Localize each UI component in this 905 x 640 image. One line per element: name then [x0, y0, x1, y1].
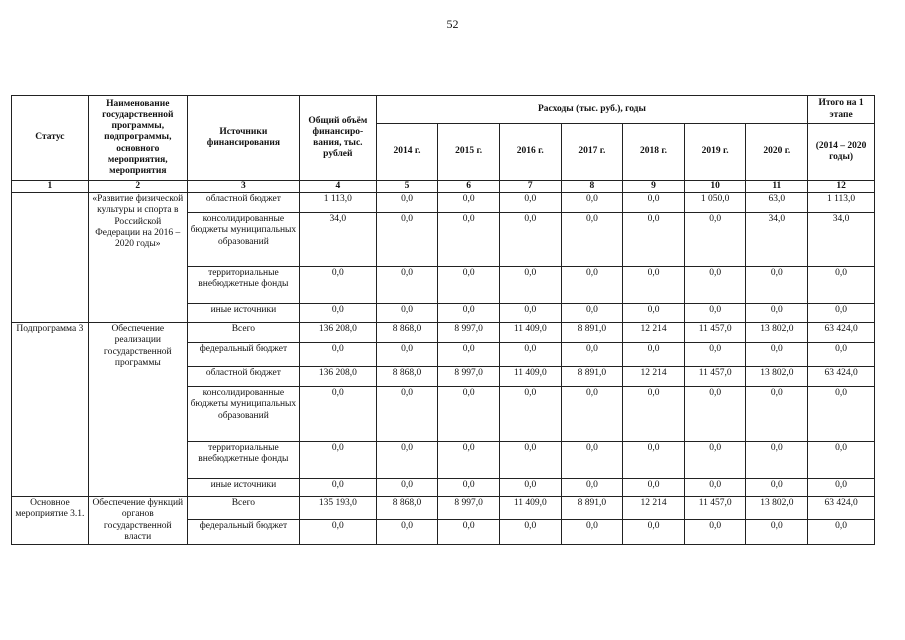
status-cell: Основное мероприятие 3.1. — [12, 497, 89, 545]
year-amount-cell: 11 457,0 — [684, 323, 746, 343]
year-amount-cell: 0,0 — [561, 519, 623, 544]
table-row — [12, 497, 875, 520]
column-number: 6 — [438, 181, 500, 193]
year-amount-cell: 63,0 — [746, 193, 808, 213]
year-amount-cell: 0,0 — [623, 193, 685, 213]
page-number: 52 — [446, 17, 459, 31]
column-number: 7 — [499, 181, 561, 193]
year-amount-cell: 0,0 — [499, 193, 561, 213]
year-amount-cell: 0,0 — [623, 213, 685, 267]
stage-total-cell: 0,0 — [808, 442, 875, 479]
stage-total-cell: 0,0 — [808, 343, 875, 367]
table-body — [12, 181, 875, 545]
year-amount-cell: 0,0 — [746, 387, 808, 442]
stage-total-cell: 0,0 — [808, 304, 875, 323]
year-amount-cell: 0,0 — [376, 479, 438, 497]
year-amount-cell: 0,0 — [746, 519, 808, 544]
column-number: 5 — [376, 181, 438, 193]
column-number: 4 — [299, 181, 376, 193]
year-amount-cell: 0,0 — [499, 267, 561, 304]
column-number: 1 — [12, 181, 89, 193]
year-amount-cell: 0,0 — [561, 387, 623, 442]
header-year-2014: 2014 г. — [376, 124, 438, 181]
year-amount-cell: 0,0 — [684, 267, 746, 304]
year-amount-cell: 8 997,0 — [438, 323, 500, 343]
source-cell: территориальные внебюджетные фонды — [187, 267, 299, 304]
year-amount-cell: 0,0 — [684, 343, 746, 367]
header-year-2017: 2017 г. — [561, 124, 623, 181]
total-amount-cell: 135 193,0 — [299, 497, 376, 520]
source-cell: территориальные внебюджетные фонды — [187, 442, 299, 479]
year-amount-cell: 0,0 — [561, 193, 623, 213]
year-amount-cell: 8 891,0 — [561, 323, 623, 343]
year-amount-cell: 12 214 — [623, 323, 685, 343]
year-amount-cell: 11 457,0 — [684, 497, 746, 520]
table-row — [12, 193, 875, 213]
year-amount-cell: 0,0 — [438, 343, 500, 367]
source-cell: консолидированные бюджеты муниципальных образований — [187, 387, 299, 442]
year-amount-cell: 0,0 — [561, 479, 623, 497]
year-amount-cell: 0,0 — [623, 267, 685, 304]
year-amount-cell: 8 891,0 — [561, 367, 623, 387]
column-number: 10 — [684, 181, 746, 193]
header-sources: Источники финансирования — [187, 96, 299, 181]
total-amount-cell: 136 208,0 — [299, 323, 376, 343]
header-year-2015: 2015 г. — [438, 124, 500, 181]
year-amount-cell: 8 997,0 — [438, 497, 500, 520]
year-amount-cell: 11 409,0 — [499, 497, 561, 520]
program-name-cell: «Развитие физической культуры и спорта в Российской Федерации на 2016 – 2020 годы» — [88, 193, 187, 323]
year-amount-cell: 0,0 — [561, 304, 623, 323]
year-amount-cell: 0,0 — [499, 213, 561, 267]
table-header — [12, 96, 875, 181]
total-amount-cell: 0,0 — [299, 343, 376, 367]
year-amount-cell: 0,0 — [376, 343, 438, 367]
year-amount-cell: 0,0 — [561, 213, 623, 267]
year-amount-cell: 0,0 — [746, 442, 808, 479]
year-amount-cell: 13 802,0 — [746, 323, 808, 343]
year-amount-cell: 11 409,0 — [499, 323, 561, 343]
source-cell: областной бюджет — [187, 193, 299, 213]
source-cell: федеральный бюджет — [187, 343, 299, 367]
year-amount-cell: 0,0 — [376, 304, 438, 323]
year-amount-cell: 0,0 — [499, 479, 561, 497]
column-numbers-row — [12, 181, 875, 193]
year-amount-cell: 0,0 — [499, 519, 561, 544]
year-amount-cell: 0,0 — [438, 193, 500, 213]
year-amount-cell: 0,0 — [623, 304, 685, 323]
program-name-cell: Обеспечение реализации государственной программы — [88, 323, 187, 497]
total-amount-cell: 136 208,0 — [299, 367, 376, 387]
year-amount-cell: 0,0 — [438, 304, 500, 323]
year-amount-cell: 0,0 — [561, 442, 623, 479]
year-amount-cell: 12 214 — [623, 497, 685, 520]
status-cell: Подпрограмма 3 — [12, 323, 89, 497]
header-year-2018: 2018 г. — [623, 124, 685, 181]
stage-total-cell: 0,0 — [808, 519, 875, 544]
year-amount-cell: 0,0 — [438, 387, 500, 442]
stage-total-cell: 34,0 — [808, 213, 875, 267]
column-number: 3 — [187, 181, 299, 193]
header-expenses: Расходы (тыс. руб.), годы — [376, 96, 807, 124]
source-cell: иные источники — [187, 479, 299, 497]
total-amount-cell: 0,0 — [299, 387, 376, 442]
year-amount-cell: 0,0 — [438, 267, 500, 304]
year-amount-cell: 13 802,0 — [746, 497, 808, 520]
stage-total-cell: 63 424,0 — [808, 497, 875, 520]
year-amount-cell: 0,0 — [438, 479, 500, 497]
year-amount-cell: 1 050,0 — [684, 193, 746, 213]
year-amount-cell: 8 868,0 — [376, 367, 438, 387]
year-amount-cell: 0,0 — [684, 479, 746, 497]
year-amount-cell: 0,0 — [623, 519, 685, 544]
year-amount-cell: 0,0 — [438, 213, 500, 267]
year-amount-cell: 0,0 — [438, 442, 500, 479]
year-amount-cell: 0,0 — [376, 519, 438, 544]
year-amount-cell: 11 457,0 — [684, 367, 746, 387]
stage-total-cell: 63 424,0 — [808, 323, 875, 343]
year-amount-cell: 0,0 — [684, 519, 746, 544]
year-amount-cell: 0,0 — [623, 442, 685, 479]
year-amount-cell: 0,0 — [438, 519, 500, 544]
column-number: 8 — [561, 181, 623, 193]
column-number: 11 — [746, 181, 808, 193]
year-amount-cell: 8 891,0 — [561, 497, 623, 520]
column-number: 9 — [623, 181, 685, 193]
year-amount-cell: 0,0 — [499, 304, 561, 323]
year-amount-cell: 0,0 — [684, 442, 746, 479]
stage-total-cell: 0,0 — [808, 387, 875, 442]
stage-total-cell: 0,0 — [808, 479, 875, 497]
total-amount-cell: 0,0 — [299, 267, 376, 304]
year-amount-cell: 0,0 — [623, 343, 685, 367]
column-number: 2 — [88, 181, 187, 193]
table-row — [12, 323, 875, 343]
year-amount-cell: 0,0 — [376, 442, 438, 479]
year-amount-cell: 0,0 — [499, 387, 561, 442]
year-amount-cell: 0,0 — [623, 387, 685, 442]
header-year-2020: 2020 г. — [746, 124, 808, 181]
program-name-cell: Обеспечение функций органов государственной власти — [88, 497, 187, 545]
stage-total-cell: 63 424,0 — [808, 367, 875, 387]
header-stage-total: Итого на 1 этапе — [808, 96, 875, 124]
status-cell — [12, 193, 89, 323]
year-amount-cell: 0,0 — [623, 479, 685, 497]
source-cell: областной бюджет — [187, 367, 299, 387]
header-year-2019: 2019 г. — [684, 124, 746, 181]
year-amount-cell: 0,0 — [499, 343, 561, 367]
total-amount-cell: 0,0 — [299, 479, 376, 497]
total-amount-cell: 0,0 — [299, 442, 376, 479]
column-number: 12 — [808, 181, 875, 193]
year-amount-cell: 11 409,0 — [499, 367, 561, 387]
year-amount-cell: 8 868,0 — [376, 323, 438, 343]
header-status: Статус — [12, 96, 89, 181]
source-cell: Всего — [187, 323, 299, 343]
header-stage-years: (2014 – 2020 годы) — [808, 124, 875, 181]
stage-total-cell: 0,0 — [808, 267, 875, 304]
year-amount-cell: 0,0 — [499, 442, 561, 479]
source-cell: иные источники — [187, 304, 299, 323]
header-name: Наименование государственной программы, подпрограммы, основного мероприятия, мероприятия — [88, 96, 187, 181]
year-amount-cell: 8 997,0 — [438, 367, 500, 387]
header-total: Общий объём финансиро-вания, тыс. рублей — [299, 96, 376, 181]
year-amount-cell: 0,0 — [684, 304, 746, 323]
year-amount-cell: 0,0 — [684, 213, 746, 267]
source-cell: федеральный бюджет — [187, 519, 299, 544]
stage-total-cell: 1 113,0 — [808, 193, 875, 213]
total-amount-cell: 0,0 — [299, 519, 376, 544]
year-amount-cell: 13 802,0 — [746, 367, 808, 387]
source-cell: Всего — [187, 497, 299, 520]
year-amount-cell: 0,0 — [561, 267, 623, 304]
source-cell: консолидированные бюджеты муниципальных образований — [187, 213, 299, 267]
year-amount-cell: 12 214 — [623, 367, 685, 387]
year-amount-cell: 0,0 — [746, 304, 808, 323]
year-amount-cell: 0,0 — [376, 193, 438, 213]
financing-table — [11, 95, 875, 545]
total-amount-cell: 0,0 — [299, 304, 376, 323]
year-amount-cell: 0,0 — [376, 267, 438, 304]
total-amount-cell: 34,0 — [299, 213, 376, 267]
year-amount-cell: 0,0 — [561, 343, 623, 367]
year-amount-cell: 0,0 — [376, 387, 438, 442]
total-amount-cell: 1 113,0 — [299, 193, 376, 213]
year-amount-cell: 34,0 — [746, 213, 808, 267]
year-amount-cell: 0,0 — [746, 267, 808, 304]
year-amount-cell: 0,0 — [746, 343, 808, 367]
year-amount-cell: 8 868,0 — [376, 497, 438, 520]
header-year-2016: 2016 г. — [499, 124, 561, 181]
year-amount-cell: 0,0 — [746, 479, 808, 497]
year-amount-cell: 0,0 — [376, 213, 438, 267]
year-amount-cell: 0,0 — [684, 387, 746, 442]
